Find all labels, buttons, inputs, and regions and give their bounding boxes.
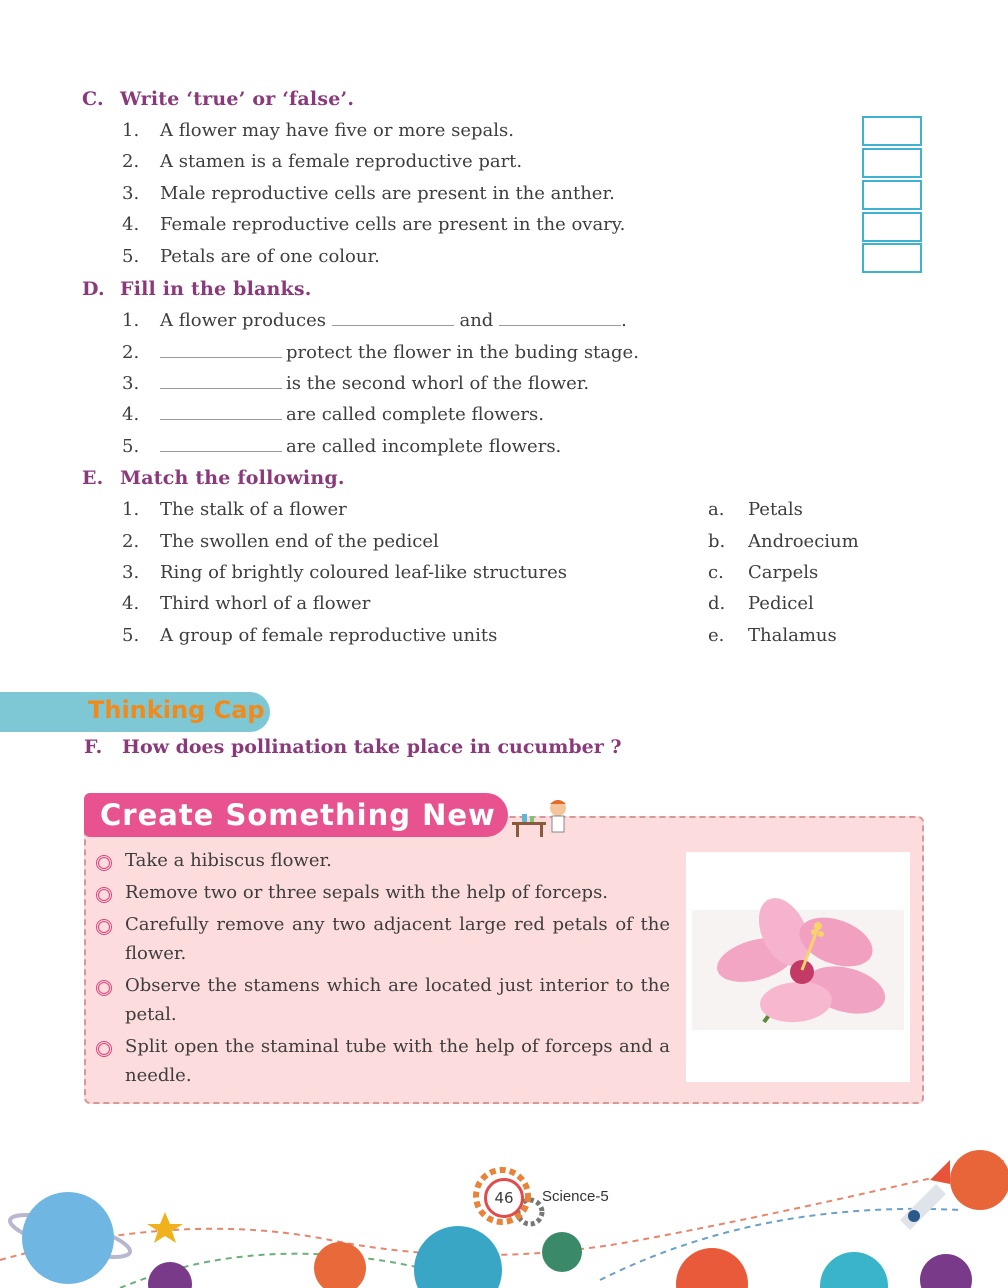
section-e-heading	[82, 467, 345, 489]
section-letter: C.	[82, 88, 104, 110]
section-title: Match the following.	[120, 467, 345, 489]
book-title: Science-5	[542, 1188, 609, 1205]
blank-line[interactable]	[160, 405, 282, 420]
true-false-item: 4. Female reproductive cells are present in the ovary.	[122, 214, 626, 235]
section-letter: D.	[82, 278, 105, 300]
section-letter: E.	[82, 467, 104, 489]
thinking-cap-label: Thinking Cap	[88, 696, 265, 724]
answer-box[interactable]	[862, 180, 922, 210]
match-right-item: c. Carpels	[708, 562, 819, 583]
activity-step: Observe the stamens which are located just interior to the petal.	[125, 975, 670, 1025]
true-false-item: 5. Petals are of one colour.	[122, 246, 380, 267]
answer-box[interactable]	[862, 116, 922, 146]
hibiscus-photo	[686, 852, 910, 1082]
bullet-icon	[96, 919, 112, 935]
activity-step: Take a hibiscus flower.	[125, 850, 332, 871]
activity-step: Split open the staminal tube with the help of forceps and a needle.	[125, 1036, 670, 1086]
match-left-item: 4. Third whorl of a flower	[122, 593, 371, 614]
fill-blank-item: 5. are called incomplete flowers.	[122, 436, 562, 457]
match-right-item: a. Petals	[708, 499, 803, 520]
question-f: F. How does pollination take place in cucumber ?	[84, 736, 622, 758]
match-right-item: e. Thalamus	[708, 625, 837, 646]
match-right-item: d. Pedicel	[708, 593, 814, 614]
blank-line[interactable]	[160, 343, 282, 358]
true-false-item: 3. Male reproductive cells are present in the anther.	[122, 183, 615, 204]
page-number: 46	[484, 1178, 524, 1218]
blank-line[interactable]	[332, 311, 454, 326]
match-left-item: 3. Ring of brightly coloured leaf-like structures	[122, 562, 567, 583]
create-something-new-title: Create Something New	[100, 798, 496, 832]
match-left-item: 2. The swollen end of the pedicel	[122, 531, 439, 552]
scientist-icon	[508, 796, 572, 840]
fill-blank-item: 4. are called complete flowers.	[122, 404, 544, 425]
match-left-item: 1. The stalk of a flower	[122, 499, 347, 520]
fill-blank-item: 1. A flower produces and .	[122, 310, 627, 331]
answer-box[interactable]	[862, 212, 922, 242]
activity-step: Remove two or three sepals with the help of forceps.	[125, 882, 609, 903]
section-c-heading	[82, 88, 354, 110]
blank-line[interactable]	[160, 374, 282, 389]
answer-box[interactable]	[862, 243, 922, 273]
section-title: Write ‘true’ or ‘false’.	[120, 88, 355, 110]
answer-box[interactable]	[862, 148, 922, 178]
bullet-icon	[96, 855, 112, 871]
bullet-icon	[96, 980, 112, 996]
fill-blank-item: 2. protect the flower in the buding stage.	[122, 342, 639, 363]
section-d-heading	[82, 278, 312, 300]
activity-step: Carefully remove any two adjacent large red petals of the flower.	[125, 914, 670, 964]
true-false-item: 1. A flower may have five or more sepals.	[122, 120, 514, 141]
fill-blank-item: 3. is the second whorl of the flower.	[122, 373, 590, 394]
blank-line[interactable]	[499, 311, 621, 326]
match-left-item: 5. A group of female reproductive units	[122, 625, 498, 646]
bullet-icon	[96, 887, 112, 903]
blank-line[interactable]	[160, 437, 282, 452]
match-right-item: b. Androecium	[708, 531, 859, 552]
section-title: Fill in the blanks.	[120, 278, 312, 300]
true-false-item: 2. A stamen is a female reproductive part.	[122, 151, 523, 172]
bullet-icon	[96, 1041, 112, 1057]
